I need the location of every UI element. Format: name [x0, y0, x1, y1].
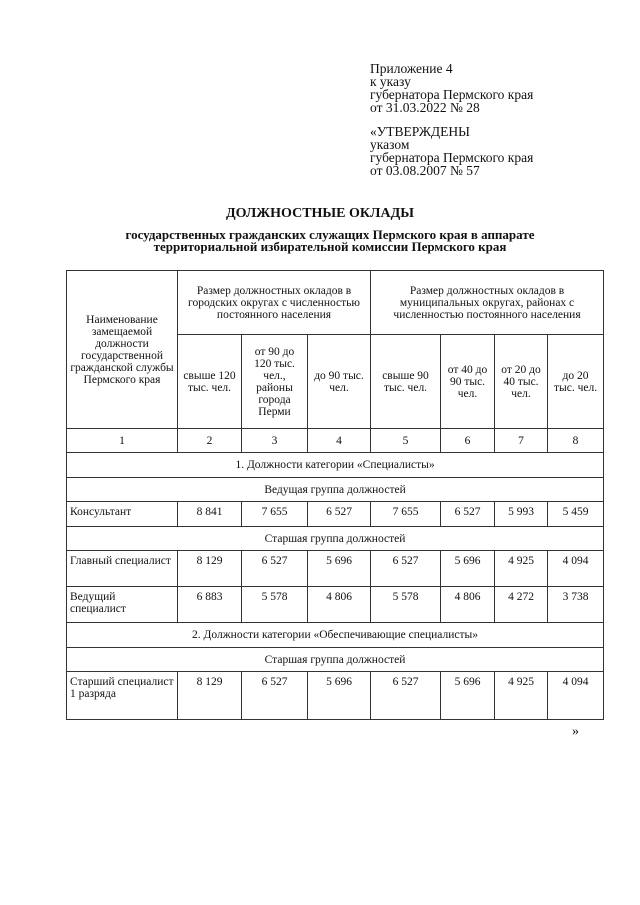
group-muni-header: Размер должностных окладов в муниципальных округах, районах с численностью постоянного населения — [371, 271, 604, 335]
position-name: Консультант — [67, 502, 178, 527]
salary-value: 6 527 — [371, 672, 441, 720]
salary-value: 4 272 — [495, 587, 548, 623]
appendix-block — [370, 62, 620, 114]
salary-value: 4 925 — [495, 551, 548, 587]
salary-value: 4 806 — [308, 587, 371, 623]
salary-value: 5 696 — [308, 672, 371, 720]
col-name-header: Наименование замещаемой должности государственной гражданской службы Пермского края — [67, 271, 178, 429]
column-numbers-row — [67, 429, 604, 453]
group-row — [67, 527, 604, 551]
sub-header: свыше 90 тыс. чел. — [371, 335, 441, 429]
salary-value: 4 806 — [441, 587, 495, 623]
col-number: 4 — [308, 429, 371, 453]
col-number: 1 — [67, 429, 178, 453]
salary-value: 5 993 — [495, 502, 548, 527]
category-specialists: 1. Должности категории «Специалисты» — [67, 453, 604, 478]
salary-value: 6 527 — [242, 551, 308, 587]
col-number: 3 — [242, 429, 308, 453]
table-row — [67, 587, 604, 623]
salary-value: 5 578 — [371, 587, 441, 623]
salary-value: 7 655 — [242, 502, 308, 527]
appendix-line: к указу — [370, 74, 411, 89]
sub-header: от 90 до 120 тыс. чел., районы города Перми — [242, 335, 308, 429]
document-subtitle — [60, 229, 600, 253]
group-city-header: Размер должностных окладов в городских округах с численностью постоянного населения — [178, 271, 371, 335]
salary-value: 5 696 — [441, 551, 495, 587]
salary-value: 5 696 — [308, 551, 371, 587]
approved-line: от 03.08.2007 № 57 — [370, 163, 480, 178]
sub-header: от 40 до 90 тыс. чел. — [441, 335, 495, 429]
salary-value: 8 841 — [178, 502, 242, 527]
group-senior: Старшая группа должностей — [67, 648, 604, 672]
appendix-line: от 31.03.2022 № 28 — [370, 100, 480, 115]
group-row — [67, 478, 604, 502]
category-row — [67, 623, 604, 648]
header-row-groups — [67, 271, 604, 335]
salary-value: 3 738 — [548, 587, 604, 623]
position-name: Главный специалист — [67, 551, 178, 587]
salary-value: 4 094 — [548, 672, 604, 720]
salary-value: 8 129 — [178, 672, 242, 720]
approved-line: губернатора Пермского края — [370, 150, 534, 165]
salary-table — [66, 270, 604, 720]
col-number: 6 — [441, 429, 495, 453]
salary-value: 6 527 — [441, 502, 495, 527]
subtitle-line: государственных гражданских служащих Пермского края в аппарате — [125, 227, 535, 242]
salary-value: 5 696 — [441, 672, 495, 720]
col-number: 2 — [178, 429, 242, 453]
salary-value: 7 655 — [371, 502, 441, 527]
sub-header: до 20 тыс. чел. — [548, 335, 604, 429]
subtitle-line: территориальной избирательной комиссии Пермского края — [153, 239, 507, 254]
closing-quote: » — [572, 724, 579, 739]
table-row — [67, 502, 604, 527]
salary-value: 6 883 — [178, 587, 242, 623]
col-number: 5 — [371, 429, 441, 453]
col-number: 8 — [548, 429, 604, 453]
category-support-specialists: 2. Должности категории «Обеспечивающие специалисты» — [67, 623, 604, 648]
salary-value: 5 459 — [548, 502, 604, 527]
salary-value: 5 578 — [242, 587, 308, 623]
col-number: 7 — [495, 429, 548, 453]
table-row — [67, 672, 604, 720]
category-row — [67, 453, 604, 478]
salary-value: 6 527 — [308, 502, 371, 527]
approved-block — [370, 125, 620, 177]
group-row — [67, 648, 604, 672]
salary-value: 8 129 — [178, 551, 242, 587]
sub-header: от 20 до 40 тыс. чел. — [495, 335, 548, 429]
appendix-line: Приложение 4 — [370, 61, 453, 76]
salary-value: 4 094 — [548, 551, 604, 587]
sub-header: свыше 120 тыс. чел. — [178, 335, 242, 429]
approved-line: «УТВЕРЖДЕНЫ — [370, 124, 470, 139]
group-senior: Старшая группа должностей — [67, 527, 604, 551]
salary-value: 6 527 — [242, 672, 308, 720]
table-row — [67, 551, 604, 587]
position-name: Ведущий специалист — [67, 587, 178, 623]
salary-value: 4 925 — [495, 672, 548, 720]
salary-value: 6 527 — [371, 551, 441, 587]
approved-line: указом — [370, 137, 410, 152]
appendix-line: губернатора Пермского края — [370, 87, 534, 102]
group-lead: Ведущая группа должностей — [67, 478, 604, 502]
position-name: Старший специалист 1 разряда — [67, 672, 178, 720]
sub-header: до 90 тыс. чел. — [308, 335, 371, 429]
document-title: ДОЛЖНОСТНЫЕ ОКЛАДЫ — [226, 206, 414, 221]
